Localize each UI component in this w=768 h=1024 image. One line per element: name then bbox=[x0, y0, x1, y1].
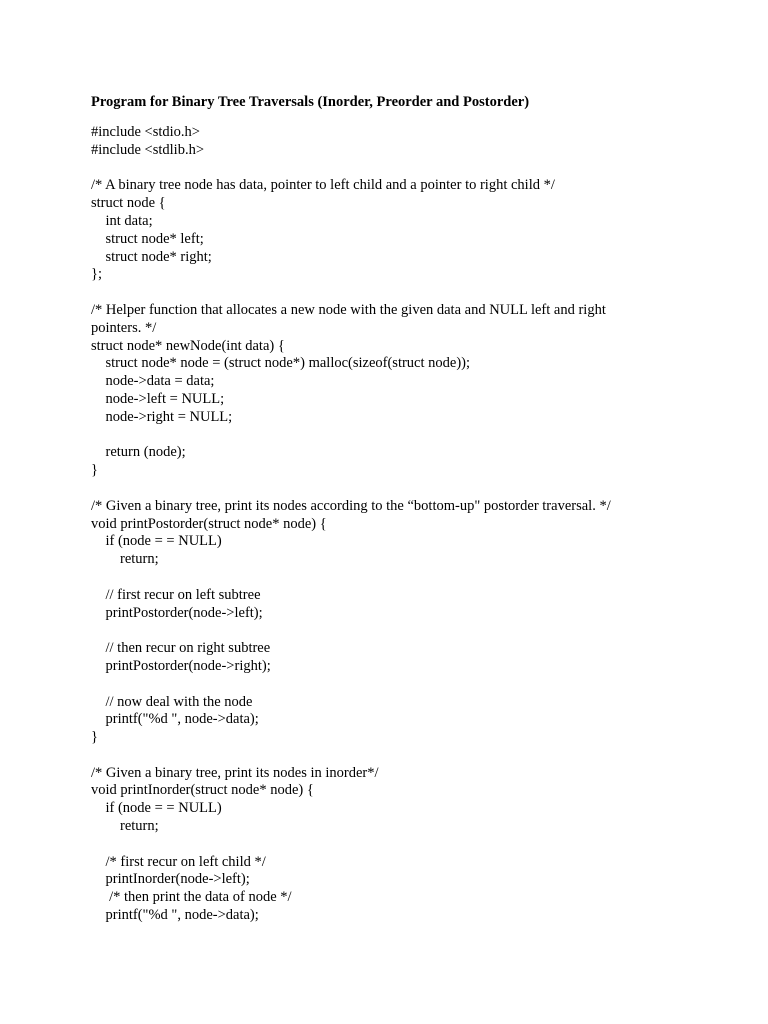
code-line bbox=[91, 427, 711, 445]
code-line: node->right = NULL; bbox=[91, 408, 233, 425]
code-line bbox=[91, 284, 711, 302]
code-line: struct node* node = (struct node*) malloc(sizeof(struct node)); bbox=[91, 355, 471, 372]
document-title: Program for Binary Tree Traversals (Inorder, Preorder and Postorder) bbox=[91, 94, 530, 110]
code-line: /* first recur on left child */ bbox=[91, 853, 266, 870]
code-line: if (node = = NULL) bbox=[91, 533, 222, 550]
code-line: struct node* newNode(int data) { bbox=[91, 337, 285, 354]
code-line: node->data = data; bbox=[91, 373, 215, 390]
code-line: #include <stdlib.h> bbox=[91, 141, 205, 158]
document-page bbox=[91, 93, 711, 925]
code-line: #include <stdio.h> bbox=[91, 124, 200, 140]
code-block bbox=[91, 124, 711, 925]
code-line: if (node = = NULL) bbox=[91, 800, 222, 817]
code-line: int data; bbox=[91, 212, 153, 229]
code-line: struct node* left; bbox=[91, 230, 204, 247]
code-line: printf("%d ", node->data); bbox=[91, 711, 259, 728]
code-line: /* Helper function that allocates a new node with the given data and NULL left and right bbox=[91, 301, 606, 318]
code-line: void printInorder(struct node* node) { bbox=[91, 782, 314, 799]
code-line: // first recur on left subtree bbox=[91, 586, 261, 603]
code-line: printPostorder(node->right); bbox=[91, 657, 271, 674]
code-line bbox=[91, 676, 711, 694]
code-line bbox=[91, 569, 711, 587]
code-line: return; bbox=[91, 818, 159, 835]
code-line: // now deal with the node bbox=[91, 693, 253, 710]
code-line: struct node* right; bbox=[91, 248, 212, 265]
code-line bbox=[91, 622, 711, 640]
code-line: /* Given a binary tree, print its nodes according to the “bottom-up" postorder traversal. */ bbox=[91, 497, 611, 514]
code-line: } bbox=[91, 462, 98, 479]
code-line: } bbox=[91, 729, 98, 746]
code-line: pointers. */ bbox=[91, 319, 157, 336]
code-line: /* Given a binary tree, print its nodes in inorder*/ bbox=[91, 764, 379, 781]
code-line: printf("%d ", node->data); bbox=[91, 907, 259, 924]
code-line: printInorder(node->left); bbox=[91, 871, 250, 888]
code-line: node->left = NULL; bbox=[91, 390, 225, 407]
code-line: return; bbox=[91, 551, 159, 568]
code-line: printPostorder(node->left); bbox=[91, 604, 263, 621]
code-line bbox=[91, 747, 711, 765]
code-line: }; bbox=[91, 266, 102, 283]
code-line bbox=[91, 836, 711, 854]
code-line: // then recur on right subtree bbox=[91, 640, 271, 657]
code-line: void printPostorder(struct node* node) { bbox=[91, 515, 327, 532]
code-line: /* then print the data of node */ bbox=[91, 889, 292, 906]
code-line: return (node); bbox=[91, 444, 186, 461]
code-line bbox=[91, 480, 711, 498]
code-line: /* A binary tree node has data, pointer to left child and a pointer to right child */ bbox=[91, 177, 555, 194]
code-line bbox=[91, 160, 711, 178]
code-line: struct node { bbox=[91, 195, 166, 212]
